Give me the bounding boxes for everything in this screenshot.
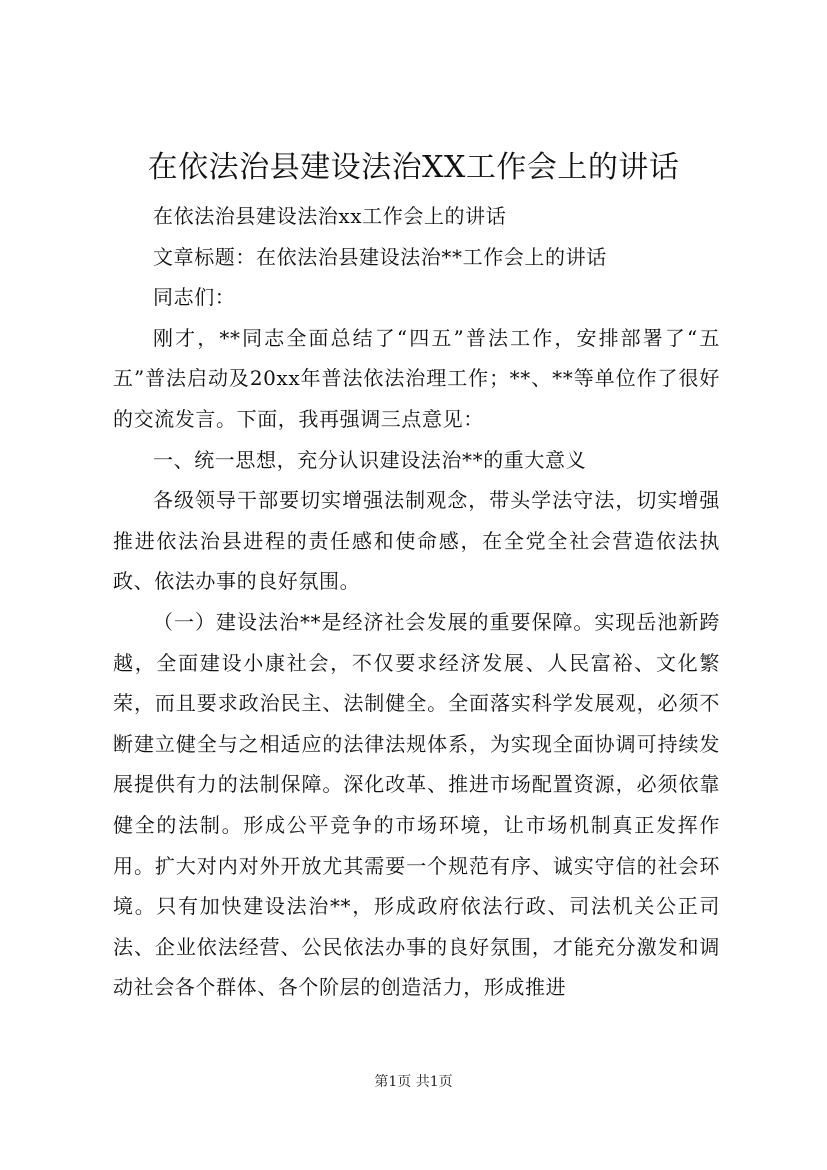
subtitle-paragraph: 在依法治县建设法治xx工作会上的讲话 [153, 204, 507, 228]
page-number-footer: 第1页 共1页 [374, 1074, 453, 1090]
body-paragraph: 各级领导干部要切实增强法制观念，带头学法守法，切实增强推进依法治县进程的责任感和使命感，在全党全社会营造依法执政、依法办事的良好氛围。 [113, 488, 720, 594]
intro-paragraph: 刚才，**同志全面总结了“四五”普法工作，安排部署了“五五”普法启动及20xx年普法依法治理工作；**、**等单位作了很好的交流发言。下面，我再强调三点意见： [113, 325, 720, 431]
section-heading: 一、统一思想，充分认识建设法治**的重大意义 [153, 447, 587, 472]
salutation-paragraph: 同志们： [153, 285, 236, 310]
document-body [113, 196, 720, 1008]
body-paragraph: （一）建设法治**是经济社会发展的重要保障。实现岳池新跨越，全面建设小康社会，不仅要求经济发展、人民富裕、文化繁荣，而且要求政治民主、法制健全。全面落实科学发展观，必须不断建立健全与之相适应的法律法规体系，为实现全面协调可持续发展提供有力的法制保障。深化改革、推进市场配置资源，必须依靠健全的法制。形成公平竞争的市场环境，让市场机制真正发挥作用。扩大对内对外开放尤其需要一个规范有序、诚实守信的社会环境。只有加快建设法治**，形成政府依法行政、司法机关公正司法、企业依法经营、公民依法办事的良好氛围，才能充分激发和调动社会各个群体、各个阶层的创造活力，形成推进 [113, 609, 720, 1000]
article-title-paragraph: 文章标题：在依法治县建设法治**工作会上的讲话 [153, 244, 607, 269]
document-title: 在依法治县建设法治XX工作会上的讲话 [147, 150, 680, 185]
